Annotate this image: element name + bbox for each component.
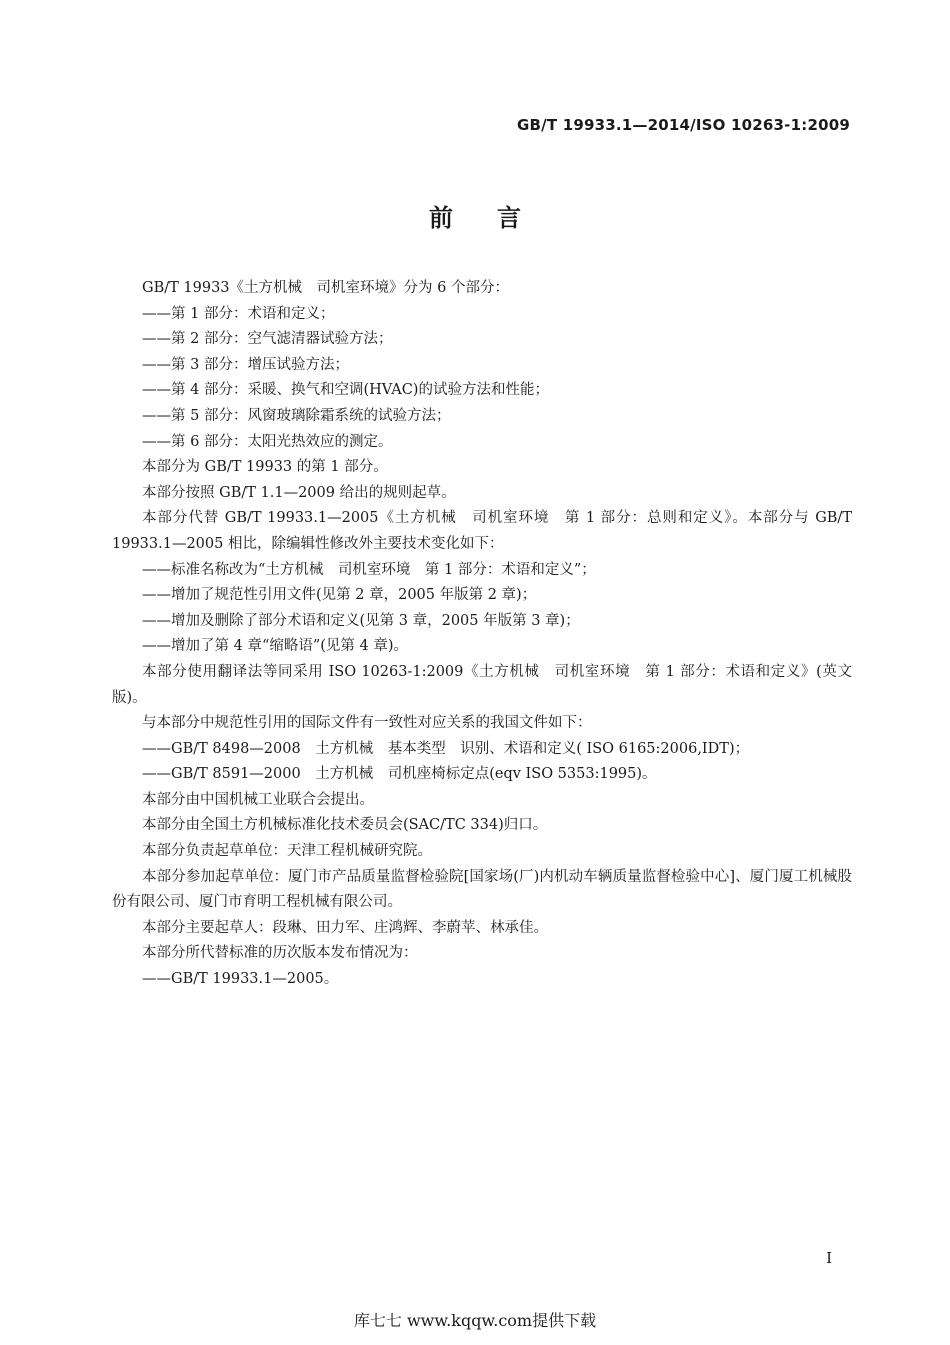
paragraph: 本部分按照 GB/T 1.1—2009 给出的规则起草。 xyxy=(142,484,456,501)
paragraph: 本部分代替 GB/T 19933.1—2005《土方机械 司机室环境 第 1 部分：总则和定义》。本部分与 GB/T 19933.1—2005 相比，除编辑性修改外主要技术变化如下： xyxy=(112,510,852,552)
paragraph: 本部分使用翻译法等同采用 ISO 10263-1:2009《土方机械 司机室环境 第 1 部分：术语和定义》(英文版)。 xyxy=(112,663,852,706)
list-item: ——第 5 部分：风窗玻璃除霜系统的试验方法； xyxy=(142,407,451,424)
list-item: ——第 4 部分：采暖、换气和空调(HVAC)的试验方法和性能； xyxy=(142,382,549,399)
paragraph: 本部分所代替标准的历次版本发布情况为： xyxy=(142,945,418,962)
list-item: ——增加了第 4 章“缩略语”(见第 4 章)。 xyxy=(142,638,409,655)
download-footer: 库七七 www.kqqw.com提供下载 xyxy=(353,1311,597,1330)
list-item: ——第 6 部分：太阳光热效应的测定。 xyxy=(142,433,393,450)
list-item: ——标准名称改为“土方机械 司机室环境 第 1 部分：术语和定义”； xyxy=(142,561,596,578)
list-item: ——增加了规范性引用文件(见第 2 章，2005 年版第 2 章)； xyxy=(142,587,537,604)
paragraph: GB/T 19933《土方机械 司机室环境》分为 6 个部分： xyxy=(142,280,509,296)
list-item: ——第 1 部分：术语和定义； xyxy=(142,305,335,322)
list-item: ——增加及删除了部分术语和定义(见第 3 章，2005 年版第 3 章)； xyxy=(142,612,580,629)
paragraph: 本部分由全国土方机械标准化技术委员会(SAC/TC 334)归口。 xyxy=(142,817,548,834)
paragraph: 本部分负责起草单位：天津工程机械研究院。 xyxy=(142,843,432,860)
list-item: ——第 3 部分：增压试验方法； xyxy=(142,356,349,373)
foreword-body xyxy=(112,276,852,993)
paragraph: 与本部分中规范性引用的国际文件有一致性对应关系的我国文件如下： xyxy=(142,715,592,732)
paragraph: 本部分主要起草人：段琳、田力军、庄鸿辉、李蔚苹、林承佳。 xyxy=(142,919,548,936)
paragraph: 本部分为 GB/T 19933 的第 1 部分。 xyxy=(142,459,388,476)
paragraph: 本部分参加起草单位：厦门市产品质量监督检验院[国家场(厂)内机动车辆质量监督检验中心]、厦门厦工机械股份有限公司、厦门市育明工程机械有限公司。 xyxy=(112,868,852,911)
page-number: I xyxy=(826,1249,832,1267)
list-item: ——第 2 部分：空气滤清器试验方法； xyxy=(142,331,393,348)
list-item: ——GB/T 19933.1—2005。 xyxy=(142,971,339,988)
list-item: ——GB/T 8498—2008 土方机械 基本类型 识别、术语和定义( ISO 6165:2006,IDT)； xyxy=(142,740,750,757)
paragraph: 本部分由中国机械工业联合会提出。 xyxy=(142,791,374,808)
page-title: 前言 xyxy=(429,204,565,232)
standard-code-header: GB/T 19933.1—2014/ISO 10263-1:2009 xyxy=(517,116,850,134)
list-item: ——GB/T 8591—2000 土方机械 司机座椅标定点(eqv ISO 5353:1995)。 xyxy=(142,766,657,783)
